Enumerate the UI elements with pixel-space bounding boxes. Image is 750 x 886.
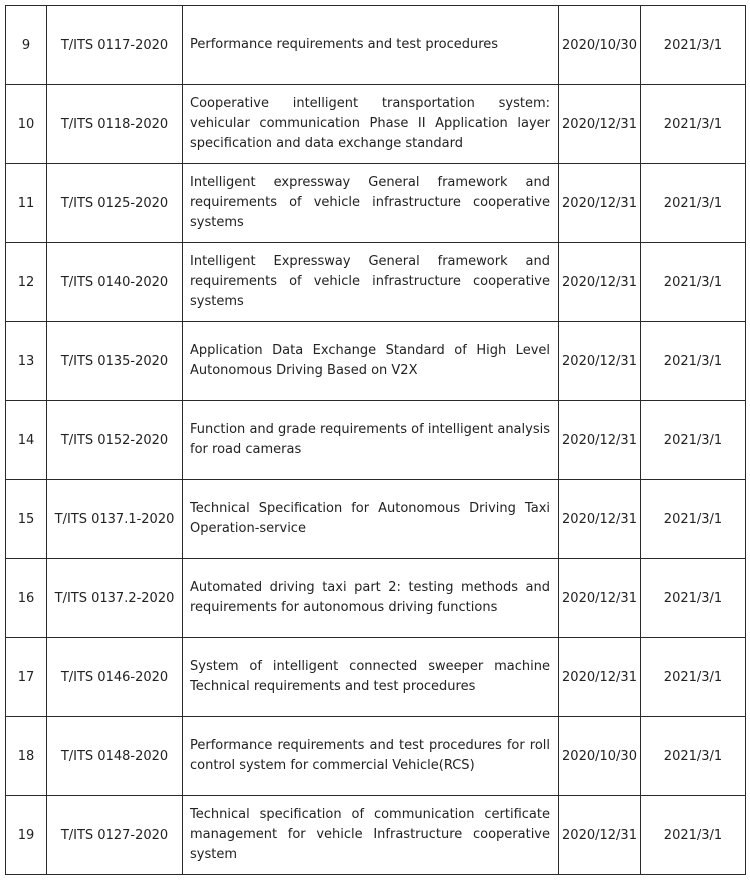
standard-name: Intelligent Expressway General framework and requirements of vehicle infrastructure cooperative systems	[183, 243, 559, 322]
standard-code: T/ITS 0137.2-2020	[47, 559, 183, 638]
table-row	[6, 164, 746, 243]
standard-name: Technical Specification for Autonomous Driving Taxi Operation-service	[183, 480, 559, 559]
release-date: 2020/12/31	[559, 559, 641, 638]
row-number: 18	[6, 717, 47, 796]
row-number: 9	[6, 6, 47, 85]
effective-date: 2021/3/1	[641, 322, 746, 401]
standard-code: T/ITS 0125-2020	[47, 164, 183, 243]
table-row	[6, 401, 746, 480]
release-date: 2020/12/31	[559, 796, 641, 875]
effective-date: 2021/3/1	[641, 717, 746, 796]
standards-table-page	[5, 5, 745, 875]
release-date: 2020/12/31	[559, 480, 641, 559]
row-number: 13	[6, 322, 47, 401]
standard-name: Performance requirements and test procedures for roll control system for commercial Vehicle(RCS)	[183, 717, 559, 796]
standard-code: T/ITS 0117-2020	[47, 6, 183, 85]
standard-code: T/ITS 0135-2020	[47, 322, 183, 401]
standard-code: T/ITS 0118-2020	[47, 85, 183, 164]
row-number: 10	[6, 85, 47, 164]
release-date: 2020/12/31	[559, 164, 641, 243]
standard-name: System of intelligent connected sweeper machine Technical requirements and test procedures	[183, 638, 559, 717]
effective-date: 2021/3/1	[641, 6, 746, 85]
effective-date: 2021/3/1	[641, 243, 746, 322]
effective-date: 2021/3/1	[641, 85, 746, 164]
standard-name: Intelligent expressway General framework and requirements of vehicle infrastructure cooperative systems	[183, 164, 559, 243]
effective-date: 2021/3/1	[641, 164, 746, 243]
effective-date: 2021/3/1	[641, 796, 746, 875]
row-number: 17	[6, 638, 47, 717]
standard-name: Performance requirements and test procedures	[183, 6, 559, 85]
table-row	[6, 796, 746, 875]
release-date: 2020/12/31	[559, 243, 641, 322]
standard-name: Cooperative intelligent transportation system: vehicular communication Phase II Application layer specification and data exchange standard	[183, 85, 559, 164]
standard-code: T/ITS 0152-2020	[47, 401, 183, 480]
row-number: 14	[6, 401, 47, 480]
release-date: 2020/12/31	[559, 638, 641, 717]
effective-date: 2021/3/1	[641, 638, 746, 717]
release-date: 2020/12/31	[559, 322, 641, 401]
effective-date: 2021/3/1	[641, 480, 746, 559]
table-row	[6, 85, 746, 164]
standard-name: Automated driving taxi part 2: testing methods and requirements for autonomous driving functions	[183, 559, 559, 638]
table-row	[6, 6, 746, 85]
table-row	[6, 559, 746, 638]
row-number: 19	[6, 796, 47, 875]
table-row	[6, 243, 746, 322]
table-row	[6, 717, 746, 796]
standard-code: T/ITS 0127-2020	[47, 796, 183, 875]
row-number: 16	[6, 559, 47, 638]
release-date: 2020/10/30	[559, 717, 641, 796]
standard-code: T/ITS 0137.1-2020	[47, 480, 183, 559]
standard-code: T/ITS 0146-2020	[47, 638, 183, 717]
table-row	[6, 480, 746, 559]
standards-table	[5, 5, 746, 875]
row-number: 11	[6, 164, 47, 243]
release-date: 2020/10/30	[559, 6, 641, 85]
standard-code: T/ITS 0140-2020	[47, 243, 183, 322]
row-number: 12	[6, 243, 47, 322]
standard-name: Technical specification of communication certificate management for vehicle Infrastructure cooperative system	[183, 796, 559, 875]
effective-date: 2021/3/1	[641, 559, 746, 638]
table-row	[6, 638, 746, 717]
release-date: 2020/12/31	[559, 401, 641, 480]
row-number: 15	[6, 480, 47, 559]
release-date: 2020/12/31	[559, 85, 641, 164]
standard-name: Application Data Exchange Standard of High Level Autonomous Driving Based on V2X	[183, 322, 559, 401]
effective-date: 2021/3/1	[641, 401, 746, 480]
standard-code: T/ITS 0148-2020	[47, 717, 183, 796]
table-row	[6, 322, 746, 401]
standard-name: Function and grade requirements of intelligent analysis for road cameras	[183, 401, 559, 480]
